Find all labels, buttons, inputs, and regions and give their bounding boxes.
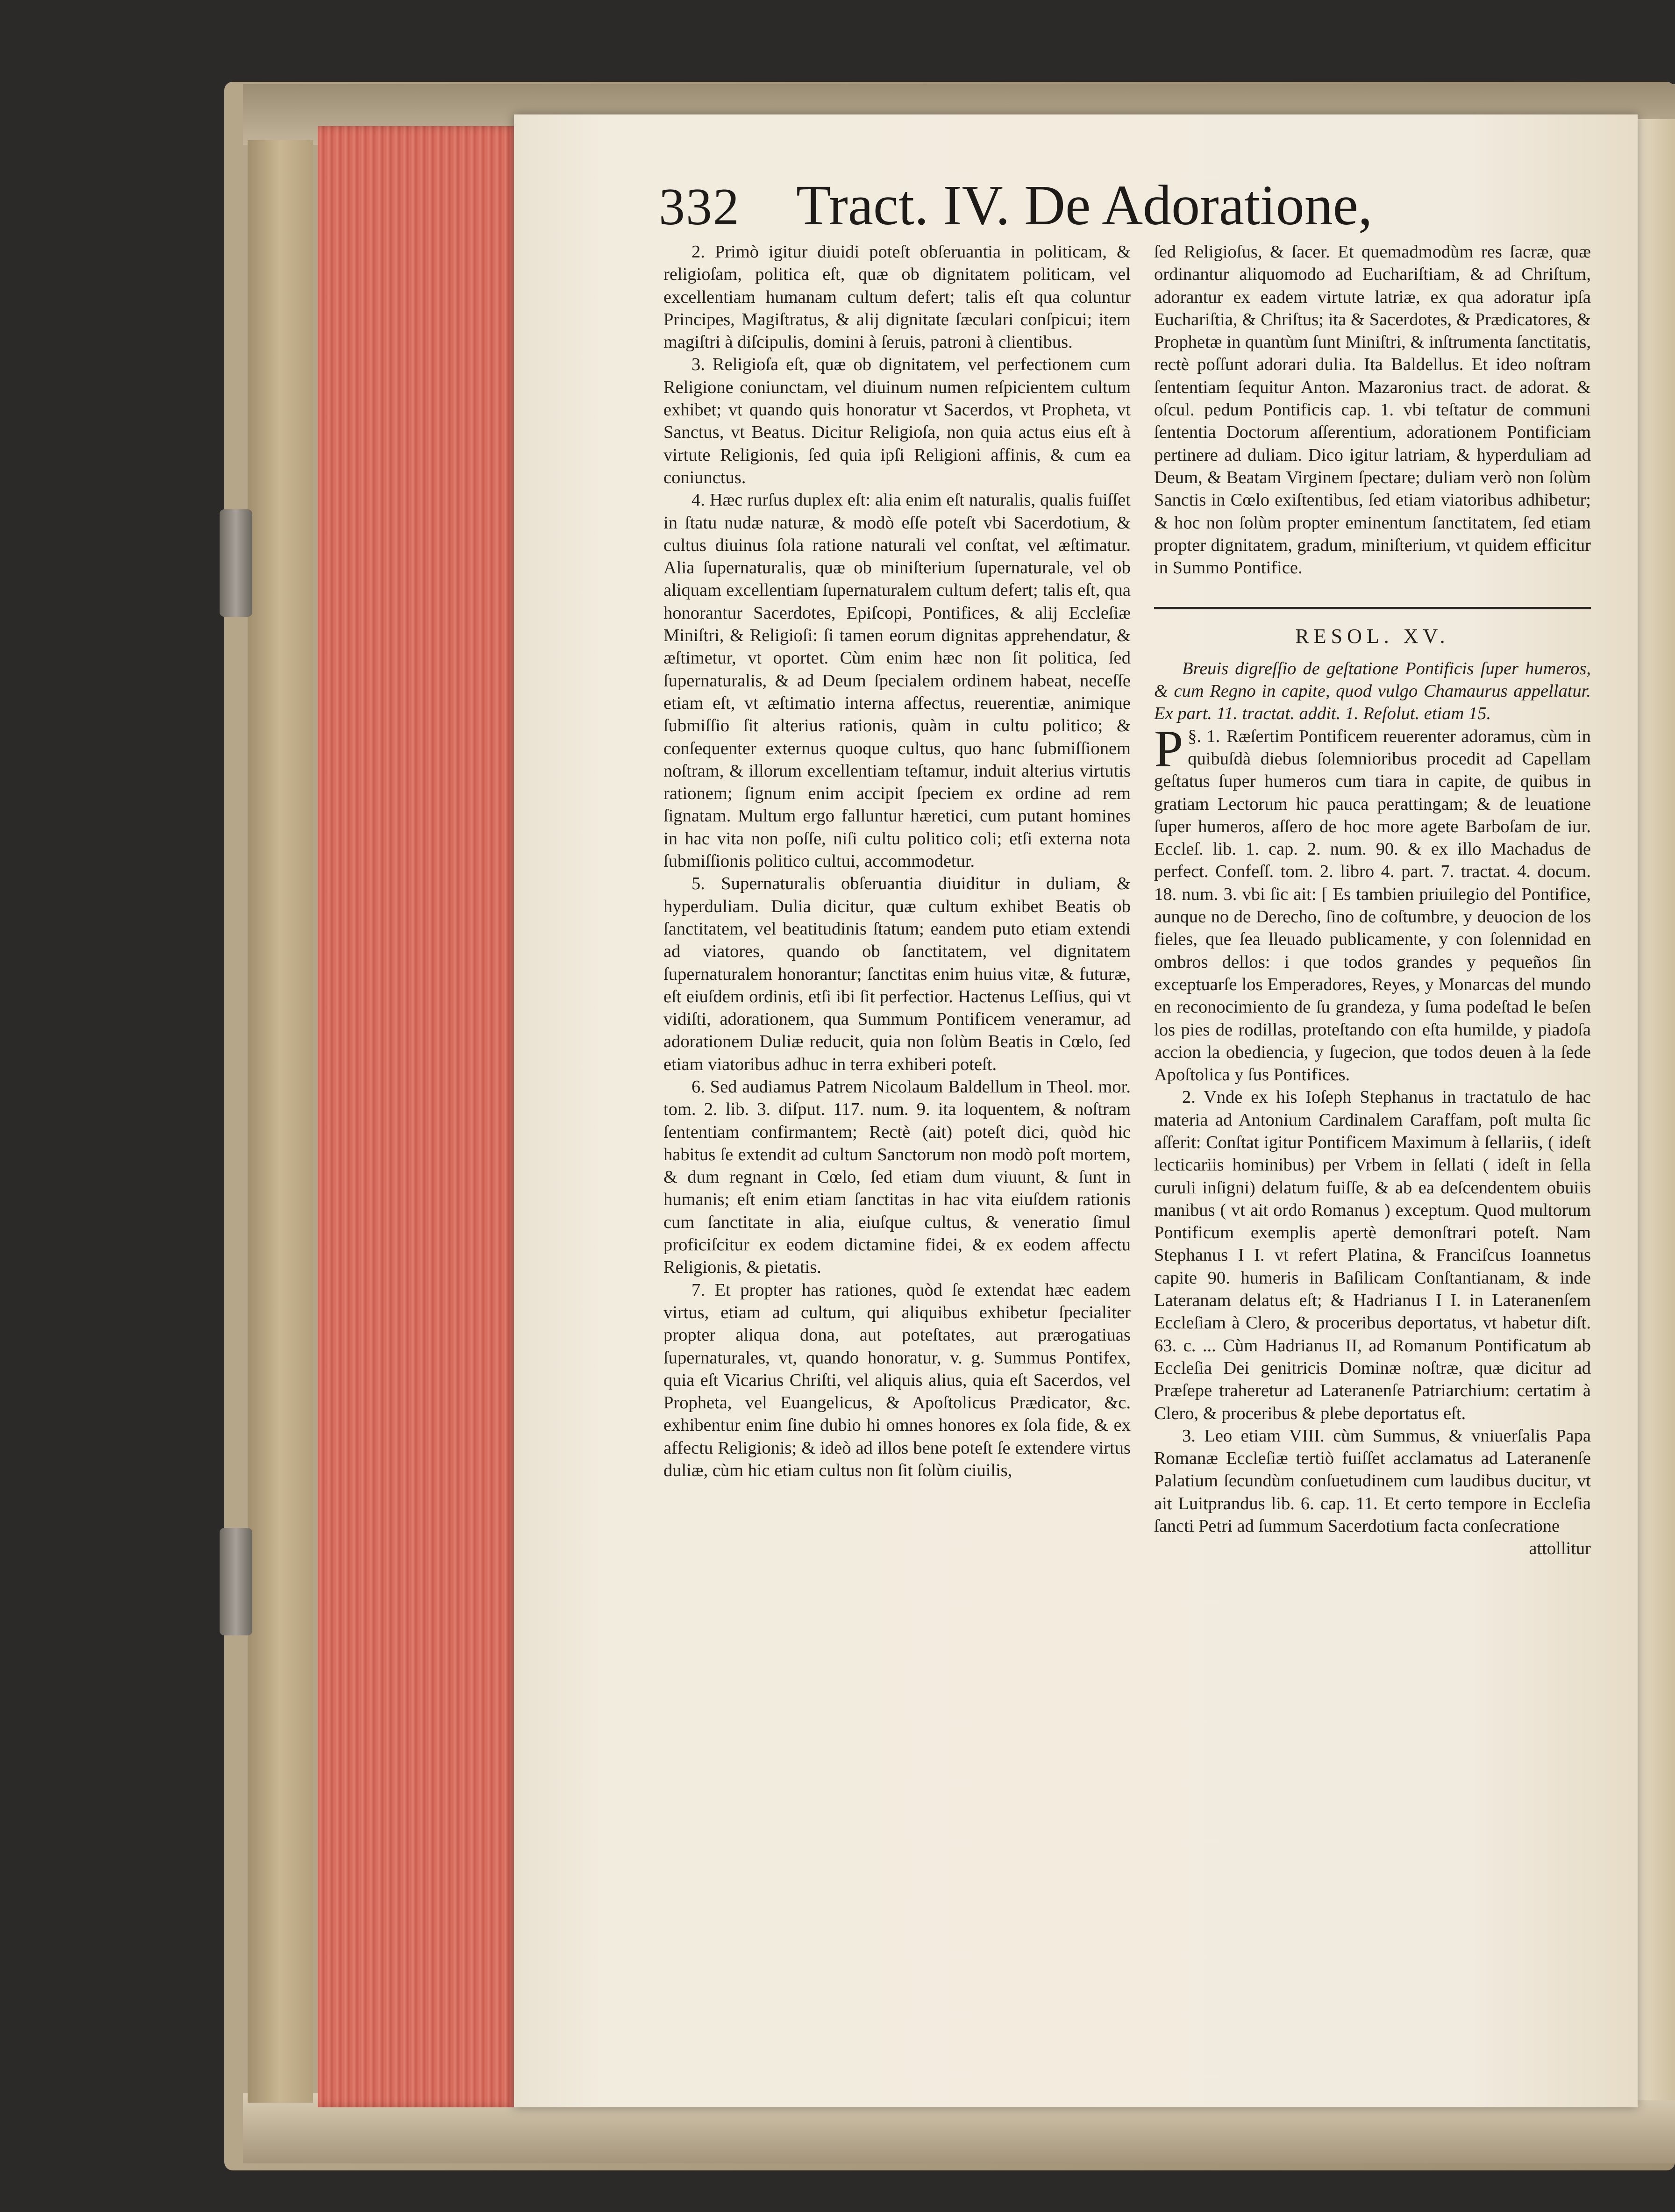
red-page-edges (318, 126, 519, 2107)
right-column (1154, 241, 1591, 1560)
clasp-icon (220, 509, 252, 617)
drop-cap: P (1154, 720, 1183, 778)
section-mark: §. 1. (1188, 726, 1220, 746)
section-heading: RESOL. XV. (1295, 625, 1450, 648)
page-header (659, 173, 1373, 237)
paragraph: 4. Hæc rurſus duplex eſt: alia enim eſt naturalis, qualis fuiſſet in ſtatu nudæ naturæ, & modò eſſe poteſt vbi Sacerdotium, & cultus diuinus ſola ratione naturali vel conſtat, vel æſtimatur. Alia ſupernaturalis, quæ ob miniſterium ſupernaturale, vel ob aliquam excellentiam ſupernaturalem cultum defert; talis eſt, qua honorantur Sacerdotes, Epiſcopi, Pontifices, & alij Eccleſiæ Miniſtri, & Religioſi: ſi tamen eorum dignitas apprehendatur, & æſtimetur, vt oportet. Cùm enim hæc non ſit politica, ſed ſupernaturalis, & ad Deum ſpecialem ordinem habeat, neceſſe etiam eſt, vt æſtimatio interna affectus, reuerentiæ, animique ſubmiſſio ſit alterius rationis, quàm in cultu politico; & conſequenter externus quoque cultus, quo hanc ſubmiſſionem noſtram, & illorum excellentiam teſtamur, induit alterius virtutis rationem; ſignum enim accipit ſpeciem ex ordine ad rem ſignatam. Multum ergo falluntur hæretici, cum putant homines in hac vita non poſſe, niſi cultu politico coli; etſi externa nota ſubmiſſionis politico cultui, accommodetur. (663, 490, 1131, 871)
paragraph: 2. Primò igitur diuidi poteſt obſeruantia in politicam, & religioſam, politica eſt, quæ ob dignitatem politicam, vel excellentiam humanam cultum defert; talis eſt qua coluntur Principes, Magiſtratus, & alij dignitate ſæculari conſpicui; item magiſtri à diſcipulis, domini à ſeruis, patroni à clientibus. (663, 242, 1131, 352)
paragraph: 5. Supernaturalis obſeruantia diuiditur in duliam, & hyperduliam. Dulia dicitur, quæ cultum exhibet Beatis ob ſanctitatem, vel beatitudinis ſtatum; eandem puto etiam extendi ad viatores, quando ob ſanctitatem, vel dignitatem ſupernaturalem honorantur; ſanctitas enim huius vitæ, & futuræ, eſt eiuſdem ordinis, etſi ibi ſit perfectior. Hactenus Leſſius, qui vt vidiſti, adorationem, qua Summum Pontificem veneramur, ad adorationem Duliæ reducit, quia non ſolùm Beatis in Cœlo, ſed etiam viatoribus adhuc in terra exhiberi poteſt. (663, 874, 1131, 1074)
paragraph: 3. Leo etiam VIII. cùm Summus, & vniuerſalis Papa Romanæ Eccleſiæ tertiò fuiſſet acclamatus ad Lateranenſe Palatium ſecundùm conſuetudinem cum laudibus ducitur, vt ait Luitprandus lib. 6. cap. 11. Et certo tempore in Eccleſia ſancti Petri ad ſummum Sacerdotium facta conſecratione (1154, 1426, 1591, 1536)
clasp-icon (220, 1528, 252, 1635)
facing-page-edge (1638, 119, 1675, 2100)
catchword: attollitur (1529, 1539, 1591, 1559)
paragraph-continuation: ſed Religioſus, & ſacer. Et quemadmodùm res ſacræ, quæ ordinantur aliquomodo ad Euchariſtiam, & ad Chriſtum, adorantur ex eadem virtute latriæ, ex qua adoratur ipſa Euchariſtia, & Chriſtus; ita & Sacerdotes, & Prædicatores, & Prophetæ in quantùm ſunt Miniſtri, & inſtrumenta ſanctitatis, rectè poſſunt adorari dulia. Ita Baldellus. Et ideo noſtram ſententiam ſequitur Anton. Mazaronius tract. de adorat. & oſcul. pedum Pontificis cap. 1. vbi teſtatur de communi ſententia Doctorum aſſerentium, adorationem Pontificiam pertinere ad duliam. Dico igitur latriam, & hyperduliam ad Deum, & Beatam Virginem ſpectare; duliam verò non ſolùm Sanctis in Cœlo exiſtentibus, ſed etiam viatoribus adhibetur; & hoc non ſolùm propter eminentum ſanctitatem, ſed etiam propter dignitatem, gradum, miniſterium, vt quidem efficitur in Summo Pontifice. (1154, 242, 1591, 578)
paragraph: 3. Religioſa eſt, quæ ob dignitatem, vel perfectionem cum Religione coniunctam, vel diuinum numen reſpicientem cultum exhibet; vt quando quis honoratur vt Sacerdos, vt Propheta, vt Sanctus, vt Beatus. Dicitur Religioſa, non quia actus eius eſt à virtute Religionis, ſed quia ipſi Religioni affinis, & cum ea coniunctus. (663, 355, 1131, 487)
running-title: Tract. IV. De Adoratione, (796, 174, 1373, 237)
paragraph: 6. Sed audiamus Patrem Nicolaum Baldellum in Theol. mor. tom. 2. lib. 3. diſput. 117. num. 9. ita loquentem, & noſtram ſententiam confirmantem; Rectè (ait) poteſt dici, quòd hic habitus ſe extendit ad cultum Sanctorum non modò poſt mortem, & dum regnant in Cœlo, ſed etiam dum viuunt, & ſunt in humanis; eſt enim etiam ſanctitas in hac vita eiuſdem rationis cum ſanctitate in alia, eiuſque cultus, & veneratio ſimul proficiſcitur ex eodem dictamine fidei, & ex eodem affectu Religionis, & pietatis. (663, 1077, 1131, 1277)
section-summary: Breuis digreſſio de geſtatione Pontificis ſuper humeros, & cum Regno in capite, quod vulgo Chamaurus appellatur. Ex part. 11. tractat. addit. 1. Reſolut. etiam 15. (1154, 658, 1591, 724)
left-column (663, 241, 1131, 1482)
paragraph: 7. Et propter has rationes, quòd ſe extendat hæc eadem virtus, etiam ad cultum, qui aliquibus exhibetur ſpecialiter propter aliqua dona, aut poteſtates, aut prærogatiuas ſupernaturales, vt, quando honoratur, v. g. Summus Pontifex, quia eſt Vicarius Chriſti, vel aliquis alius, quia eſt Sacerdos, vel Propheta, vel Euangelicus, & Apoſtolicus Prædicator, &c. exhibentur enim ſine dubio hi omnes honores ex ſola fide, & ex affectu Religionis; & ideò ad illos bene poteſt ſe extendere virtus duliæ, cùm hic etiam cultus non ſit ſolùm ciuilis, (663, 1280, 1131, 1481)
book-spine-edge (248, 140, 313, 2103)
paragraph: 2. Vnde ex his Ioſeph Stephanus in tractatulo de hac materia ad Antonium Cardinalem Caraffam, poſt multa ſic aſſerit: Conſtat igitur Pontificem Maximum à ſellariis, ( ideſt lecticariis hominibus) per Vrbem in ſellati ( ideſt in ſella curuli inſigni) delatum fuiſſe, & ab ea deſcendentem obuiis manibus ( vt ait ordo Romanus ) exceptum. Quod multorum Pontificum exemplis apertè demonſtrari poteſt. Nam Stephanus I I. vt refert Platina, & Franciſcus Ioannetus capite 90. humeris in Baſilicam Conſtantianam, & inde Lateranam delatus eſt; & Hadrianus I I. in Lateranenſem Eccleſiam à Clero, & proceribus deportatus, vt habetur diſt. 63. c. ... Cùm Hadrianus II, ad Romanum Pontificatum ab Eccleſia Dei genitricis Dominæ noſtræ, quæ dicitur ad Præſepe traheretur ad Lateranenſe Patriarchium: certatim à Clero, & proceribus & plebe deportatus eſt. (1154, 1087, 1591, 1423)
page-number: 332 (659, 178, 740, 236)
paragraph-text: Ræſertim Pontificem reuerenter adoramus, cùm in quibuſdà diebus ſolemnioribus procedit ad Capellam geſtatus ſuper humeros cum tiara in capite, de quibus in gratiam Lectorum hic pauca perattingam; & de leuatione ſuper humeros, aſſero de hoc more agete Barboſam de iur. Eccleſ. lib. 1. cap. 2. num. 90. & ex illo Machadus de perfect. Confeſſ. tom. 2. libro 4. part. 7. tractat. 4. docum. 18. num. 3. vbi ſic ait: [ Es tambien priuilegio del Pontifice, aunque no de Derecho, ſino de coſtumbre, y deuocion de los fieles, que ſea lleuado publicamente, y con ſolennidad en ombros dellos: i que todos grandes y pequeños ſin exceptuarſe los Emperadores, Reyes, y Monarcas del mundo en reconocimiento de ſu grandeza, y ſuma podeſtad le beſen los pies de rodillas, proteſtando con eſta humilde, y piadoſa accion la obediencia, y ſugecion, que todos deuen à la ſede Apoſtolica y ſus Pontifices. (1154, 726, 1591, 1085)
section-divider (1154, 607, 1591, 609)
paragraph (1154, 720, 1591, 1086)
